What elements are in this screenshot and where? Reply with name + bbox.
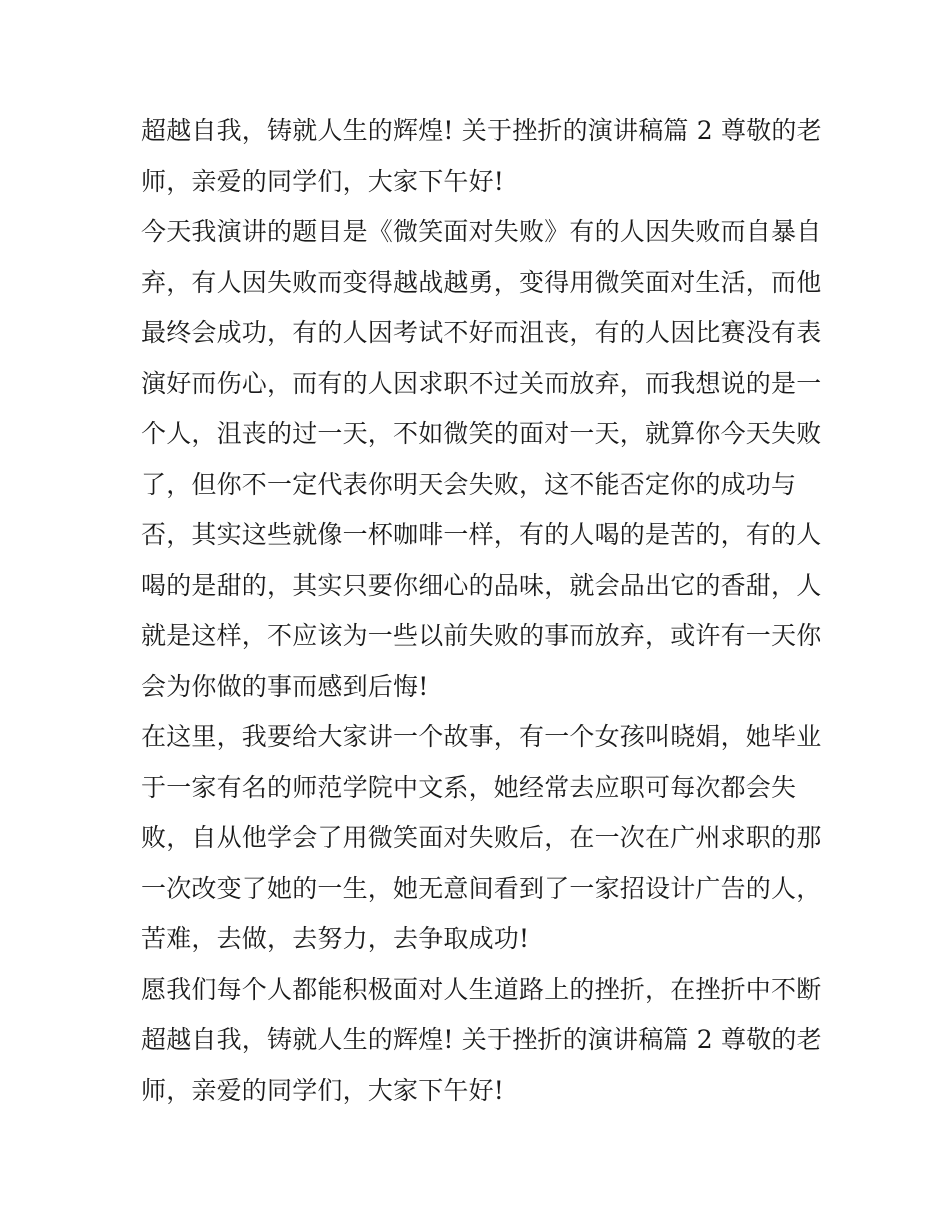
text-line: 喝的是甜的，其实只要你细心的品味，就会品出它的香甜，人 (141, 570, 822, 600)
text-line: 败，自从他学会了用微笑面对失败后，在一次在广州求职的那 (141, 823, 822, 852)
text-line: 演好而伤心，而有的人因求职不过关而放弃，而我想说的是一 (141, 368, 822, 398)
text-line: 最终会成功，有的人因考试不好而沮丧，有的人因比赛没有表 (141, 318, 822, 347)
text-line: 师，亲爱的同学们，大家下午好! (141, 166, 505, 196)
text-line: 个人，沮丧的过一天，不如微笑的面对一天，就算你今天失败 (141, 419, 822, 448)
text-line: 弃，有人因失败而变得越战越勇，变得用微笑面对生活，而他 (141, 267, 822, 297)
text-line: 超越自我，铸就人生的辉煌! 关于挫折的演讲稿篇 2 尊敬的老 (141, 1025, 822, 1054)
text-line: 苦难，去做，去努力，去争取成功! (141, 924, 530, 953)
text-line: 会为你做的事而感到后悔! (141, 671, 429, 701)
text-line: 在这里，我要给大家讲一个故事，有一个女孩叫晓娟，她毕业 (141, 722, 822, 751)
text-line: 否，其实这些就像一杯咖啡一样，有的人喝的是苦的，有的人 (141, 520, 822, 549)
text-line: 愿我们每个人都能积极面对人生道路上的挫折，在挫折中不断 (141, 974, 822, 1004)
document-body (141, 106, 821, 1116)
text-line: 师，亲爱的同学们，大家下午好! (141, 1075, 505, 1105)
text-line: 一次改变了她的一生，她无意间看到了一家招设计广告的人， (141, 873, 822, 903)
text-line: 于一家有名的师范学院中文系，她经常去应职可每次都会失 (141, 772, 797, 802)
text-line: 今天我演讲的题目是《微笑面对失败》有的人因失败而自暴自 (141, 217, 822, 246)
text-line: 了，但你不一定代表你明天会失败，这不能否定你的成功与 (141, 469, 797, 499)
text-line: 超越自我，铸就人生的辉煌! 关于挫折的演讲稿篇 2 尊敬的老 (141, 116, 822, 145)
text-line: 就是这样，不应该为一些以前失败的事而放弃，或许有一天你 (141, 621, 822, 650)
